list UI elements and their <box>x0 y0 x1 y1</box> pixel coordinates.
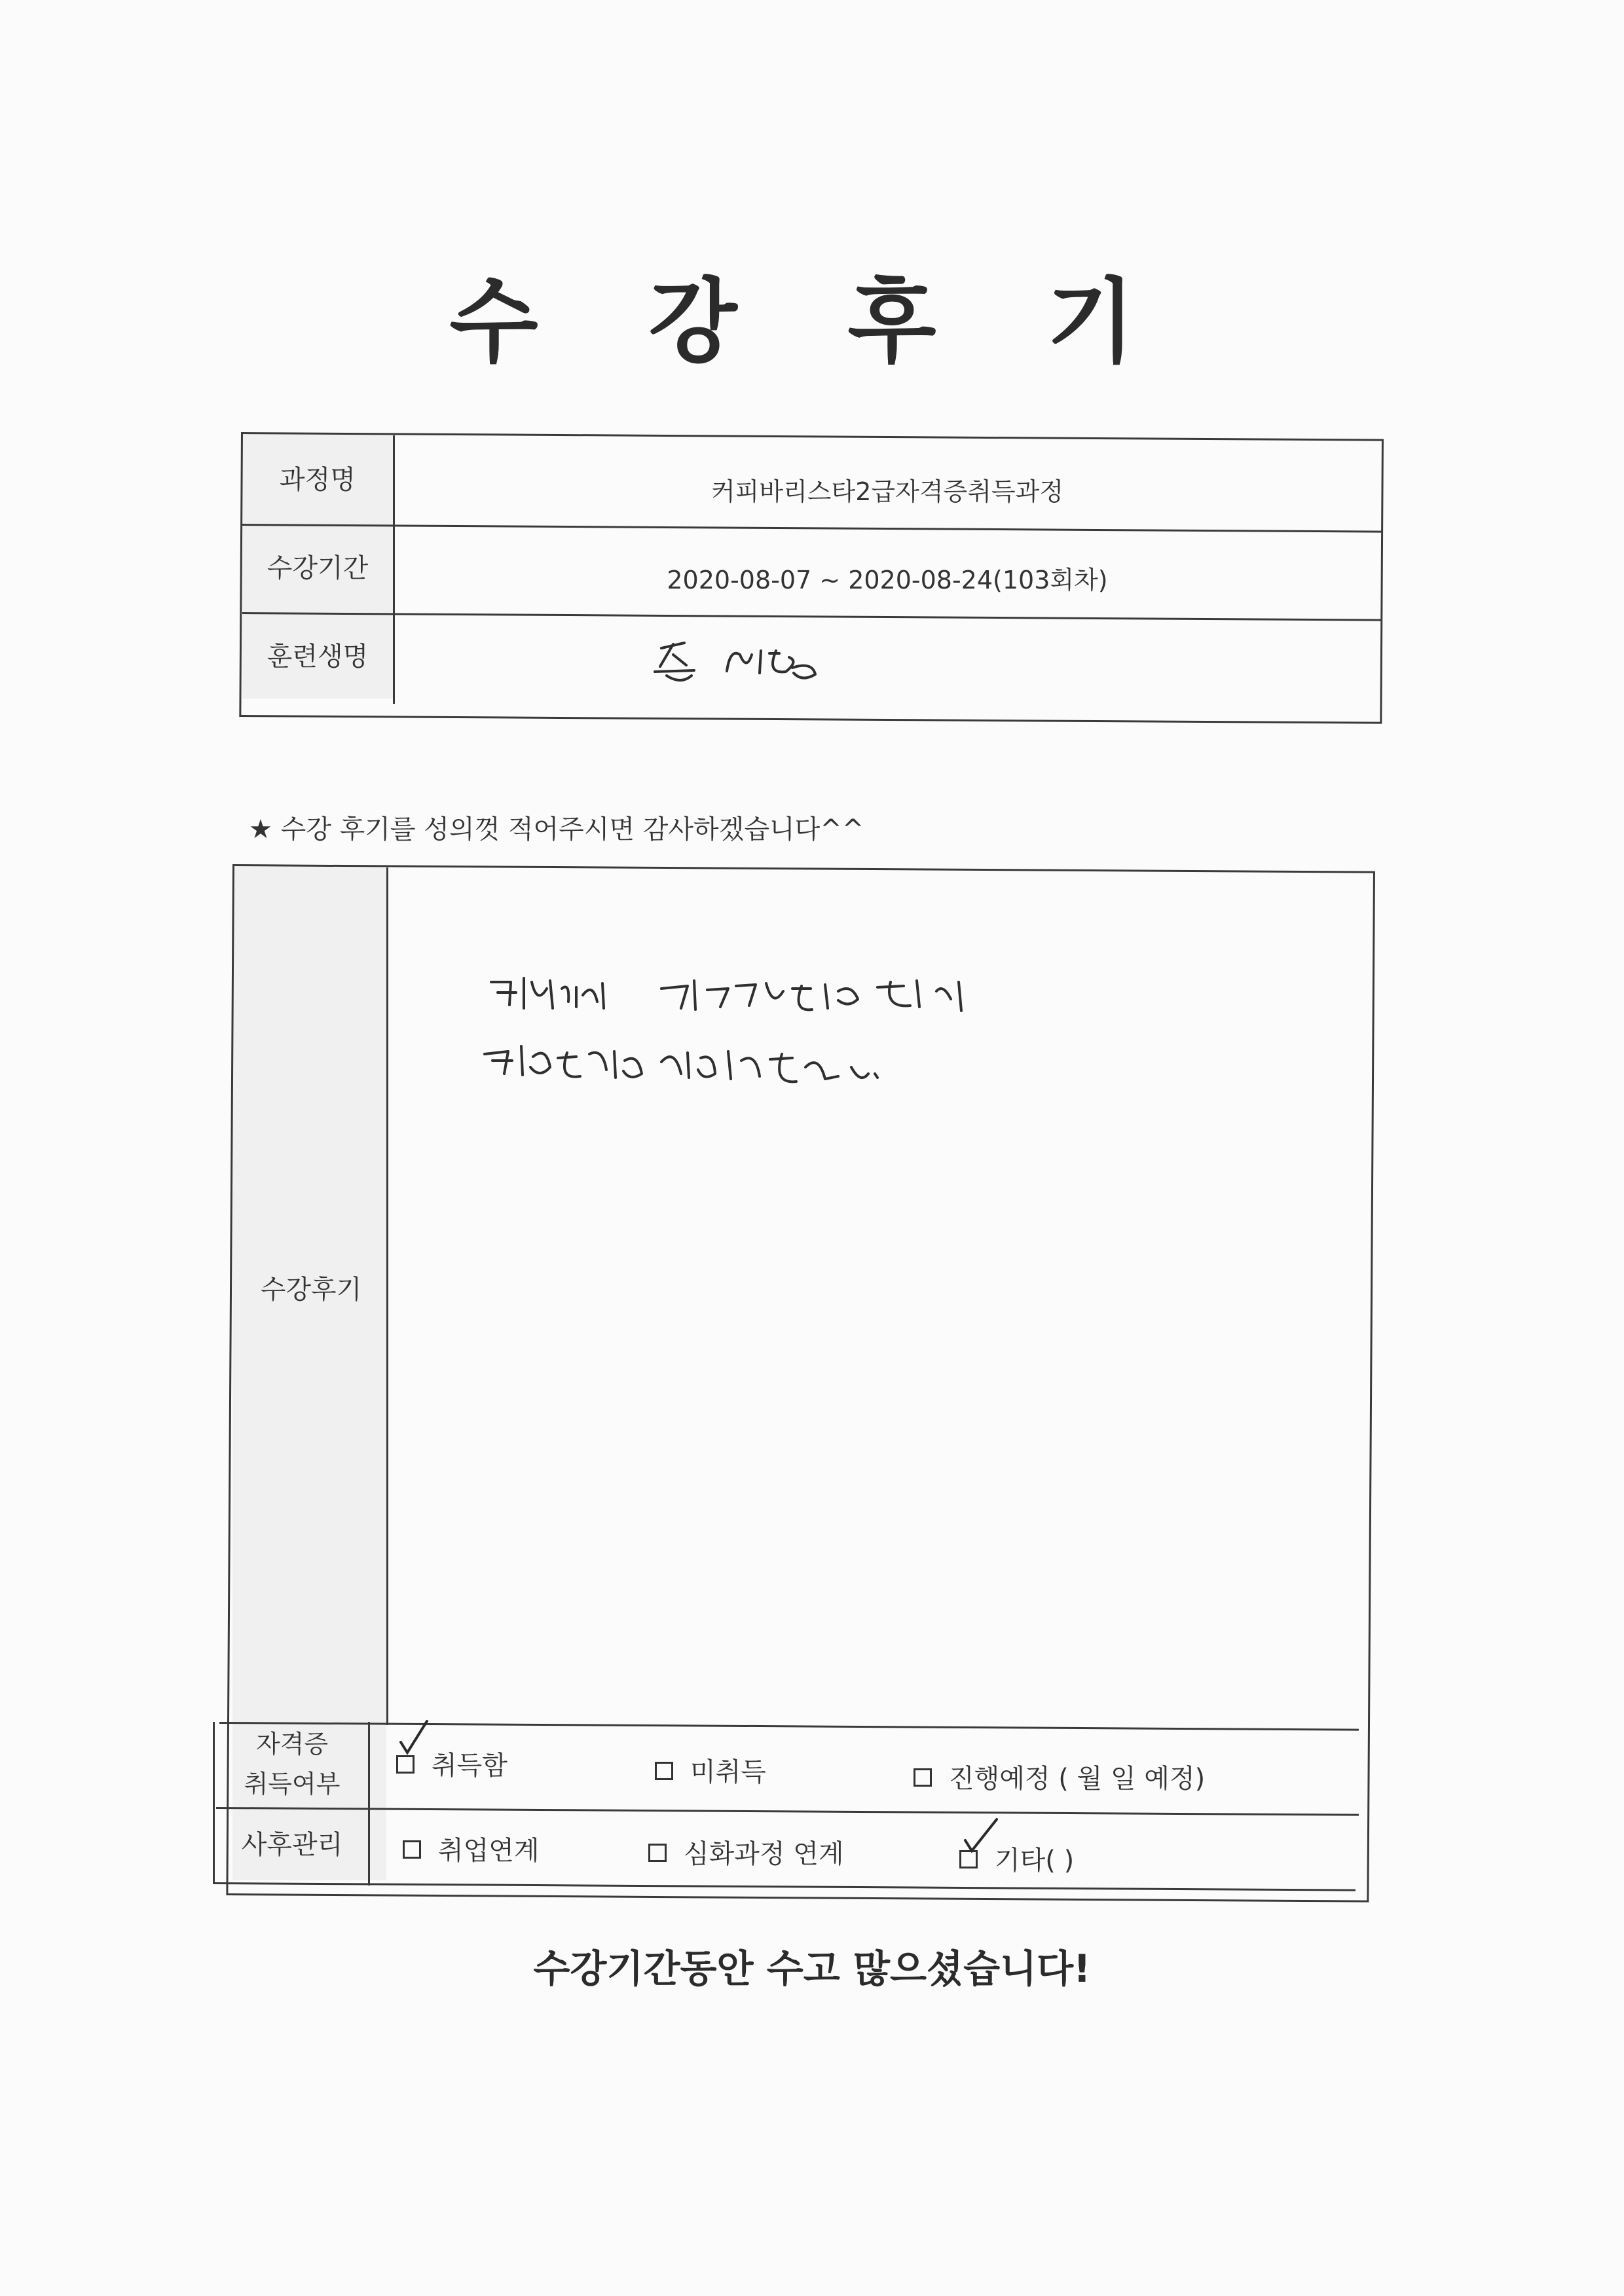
closing-message: 수강기간동안 수고 많으셨습니다! <box>533 1946 1091 1991</box>
period-label: 수강기간 <box>267 553 369 583</box>
handwritten-review <box>485 969 1074 1126</box>
page-title: 수 강 후 기 <box>449 269 1175 376</box>
review-label: 수강후기 <box>260 1275 362 1305</box>
period-value: 2020-08-07 ~ 2020-08-24(103회차) <box>667 566 1108 594</box>
option-advanced-course[interactable]: 심화과정 연계 <box>648 1833 844 1870</box>
option-acquired[interactable]: 취득함 <box>396 1745 507 1782</box>
checkbox-in-progress[interactable] <box>913 1768 932 1787</box>
checkbox-acquired[interactable] <box>396 1755 415 1774</box>
trainee-label: 훈련생명 <box>267 641 369 672</box>
option-not-acquired[interactable]: 미취득 <box>655 1751 766 1789</box>
option-other[interactable]: 기타( ) <box>959 1840 1074 1877</box>
trainee-signature <box>648 635 832 687</box>
option-in-progress[interactable]: 진행예정 ( 월 일 예정) <box>913 1758 1205 1795</box>
checkmark-icon <box>398 1719 431 1758</box>
course-value: 커피바리스타2급자격증취득과정 <box>710 477 1064 506</box>
checkbox-not-acquired[interactable] <box>655 1762 673 1780</box>
course-label: 과정명 <box>280 464 356 495</box>
checkbox-advanced-course[interactable] <box>648 1844 667 1862</box>
instruction-note: ★ 수강 후기를 성의껏 적어주시면 감사하겠습니다^^ <box>249 814 864 845</box>
cert-label-line1: 자격증 <box>255 1730 329 1759</box>
followup-label: 사후관리 <box>241 1829 343 1860</box>
cert-label-line2: 취득여부 <box>244 1770 341 1798</box>
checkmark-icon-other <box>963 1817 1002 1856</box>
checkbox-job-link[interactable] <box>403 1840 421 1859</box>
option-job-link[interactable]: 취업연계 <box>403 1830 540 1867</box>
